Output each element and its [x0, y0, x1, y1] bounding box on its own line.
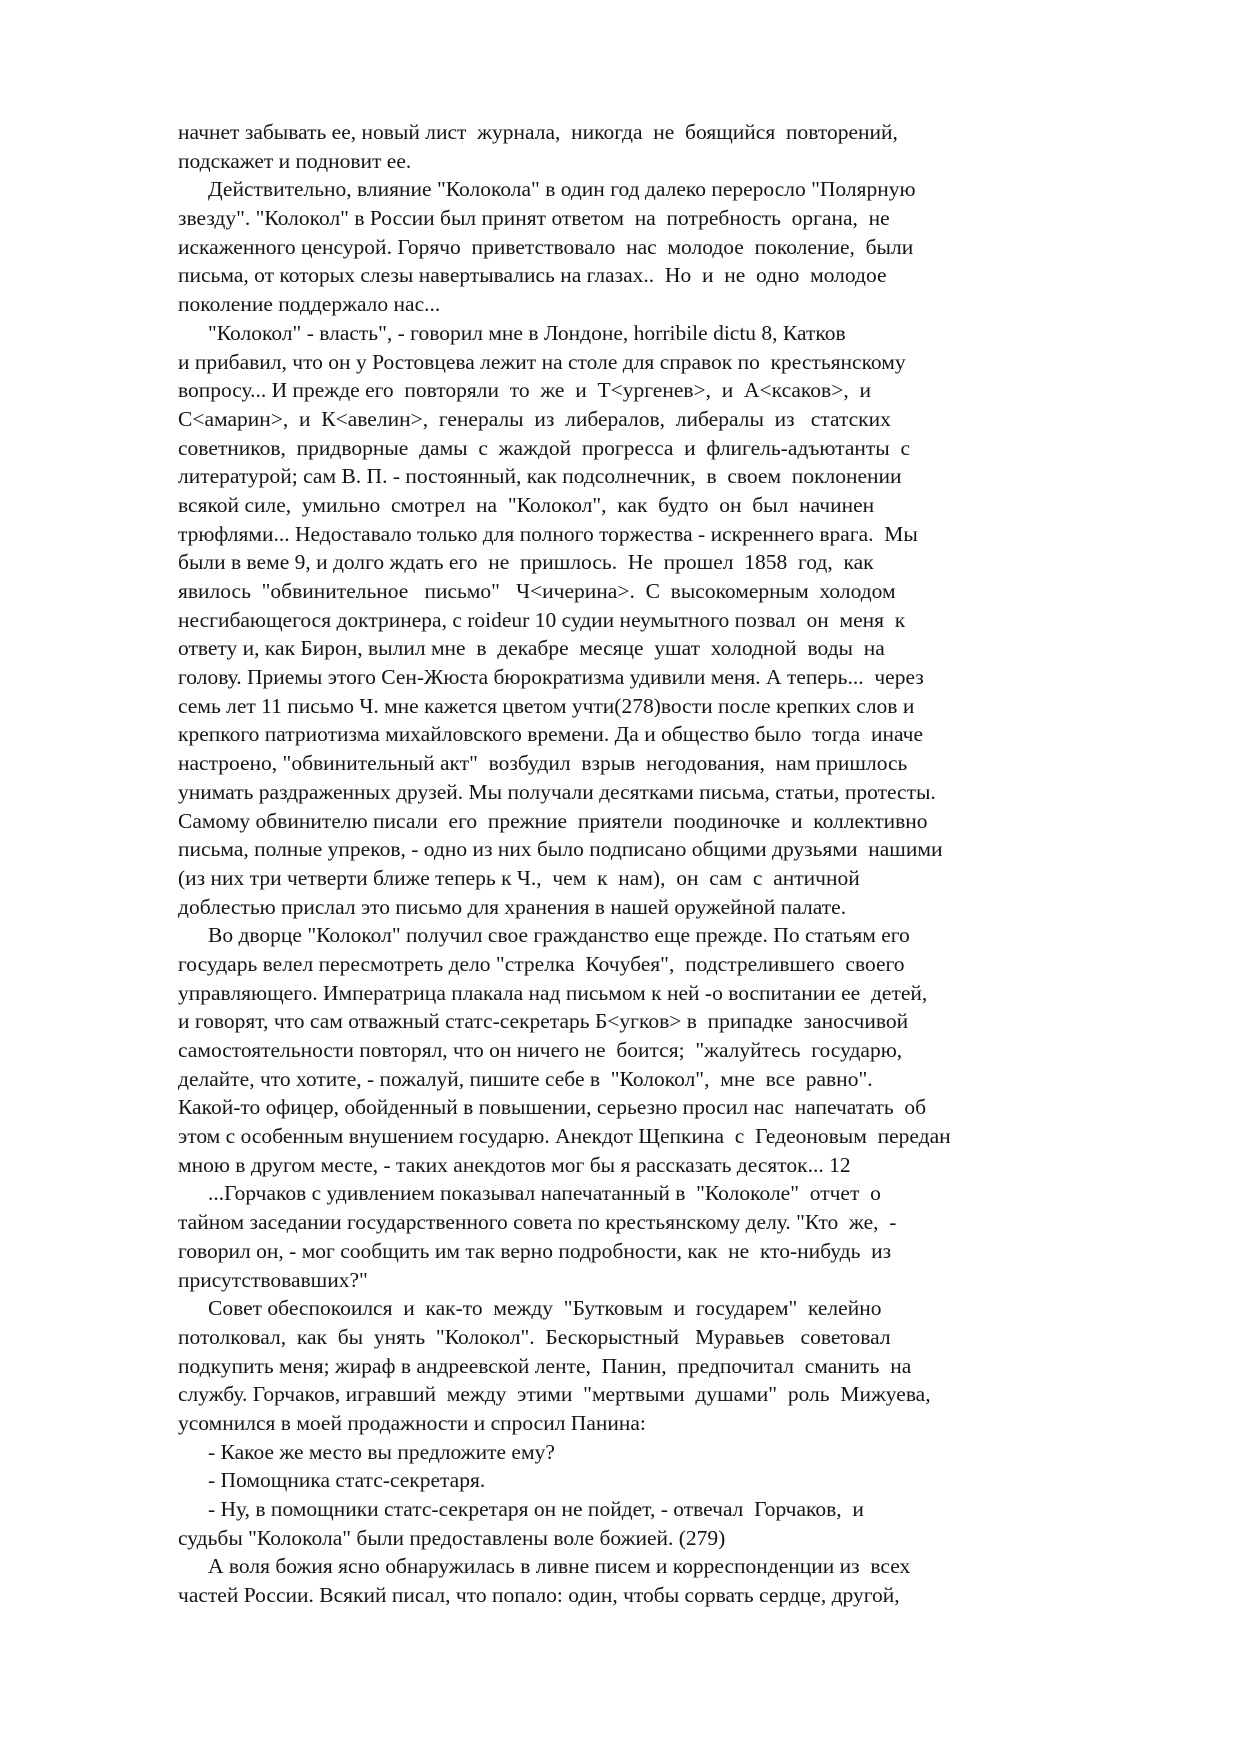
text-line: потолковал, как бы унять "Колокол". Бескорыстный Муравьев советовал [178, 1324, 891, 1349]
paragraph-first-line: - Ну, в помощники статс-секретаря он не пойдет, - отвечал Горчаков, и [208, 1497, 864, 1521]
text-line: начнет забывать ее, новый лист журнала, никогда не боящийся повторений, [178, 120, 898, 144]
text-line: С<амарин>, и К<авелин>, генералы из либералов, либералы из статских [178, 406, 891, 431]
paragraph-first-line: Действительно, влияние "Колокола" в один год далеко переросло "Полярную [208, 177, 916, 202]
paragraph-first-line: ...Горчаков с удивлением показывал напечатанный в "Колоколе" отчет о [208, 1181, 881, 1206]
text-line: Самому обвинителю писали его прежние приятели поодиночке и коллективно [178, 808, 928, 833]
text-line: несгибающегося доктринера, с roideur 10 судии неумытного позвал он меня к [178, 607, 906, 632]
text-line: крепкого патриотизма михайловского времени. Да и общество было тогда иначе [178, 722, 923, 747]
text-line: судьбы "Колокола" были предоставлены воле божией. (279) [178, 1525, 726, 1550]
text-line: управляющего. Императрица плакала над письмом к ней -о воспитании ее детей, [178, 980, 928, 1005]
text-line: мною в другом месте, - таких анекдотов мог бы я рассказать десяток... 12 [178, 1152, 851, 1177]
text-line: делайте, что хотите, - пожалуй, пишите себе в "Колокол", мне все равно". [178, 1066, 873, 1091]
text-line: вопросу... И прежде его повторяли то же и Т<ургенев>, и А<ксаков>, и [178, 378, 871, 403]
text-line: подскажет и подновит ее. [178, 148, 412, 173]
text-line: присутствовавших?" [178, 1267, 368, 1292]
paragraph-first-line: А воля божия ясно обнаружилась в ливне писем и корреспонденции из всех [208, 1554, 911, 1579]
text-line: искаженного ценсурой. Горячо приветствовало нас молодое поколение, были [178, 234, 914, 259]
paragraph-first-line: "Колокол" - власть", - говорил мне в Лондоне, horribile dictu 8, Катков [208, 320, 846, 345]
text-line: были в веме 9, и долго ждать его не пришлось. Не прошел 1858 год, как [178, 550, 874, 575]
paragraph-first-line: Во дворце "Колокол" получил свое гражданство еще прежде. По статьям его [208, 923, 910, 948]
text-line: письма, от которых слезы навертывались на глазах.. Но и не одно молодое [178, 263, 887, 288]
text-line: всякой силе, умильно смотрел на "Колокол", как будто он был начинен [178, 492, 875, 517]
text-line: государь велел пересмотреть дело "стрелка Кочубея", подстрелившего своего [178, 951, 905, 976]
text-line: тайном заседании государственного совета по крестьянскому делу. "Кто же, - [178, 1210, 897, 1235]
text-line: ответу и, как Бирон, вылил мне в декабре месяце ушат холодной воды на [178, 636, 885, 661]
document-page [178, 118, 1098, 1610]
text-line: самостоятельности повторял, что он ничего не боится; "жалуйтесь государю, [178, 1038, 903, 1062]
text-line: литературой; сам В. П. - постоянный, как подсолнечник, в своем поклонении [178, 464, 902, 489]
text-line: Какой-то офицер, обойденный в повышении, серьезно просил нас напечатать об [178, 1095, 927, 1120]
text-line: доблестью прислал это письмо для хранения в нашей оружейной палате. [178, 894, 847, 919]
text-line: письма, полные упреков, - одно из них было подписано общими друзьями нашими [178, 837, 943, 862]
paragraph-first-line: - Какое же место вы предложите ему? [208, 1439, 555, 1464]
text-line: подкупить меня; жираф в андреевской ленте, Панин, предпочитал сманить на [178, 1353, 912, 1378]
text-line: этом с особенным внушением государю. Анекдот Щепкина с Гедеоновым передан [178, 1124, 951, 1149]
text-line: звезду". "Колокол" в России был принят ответом на потребность органа, не [178, 206, 890, 231]
text-line: говорил он, - мог сообщить им так верно подробности, как не кто-нибудь из [178, 1238, 892, 1263]
text-line: голову. Приемы этого Сен-Жюста бюрократизма удивили меня. А теперь... через [178, 665, 924, 690]
text-line: советников, придворные дамы с жаждой прогресса и флигель-адъютанты с [178, 435, 911, 460]
text-line: поколение поддержало нас... [178, 292, 441, 317]
text-line: частей России. Всякий писал, что попало: один, чтобы сорвать сердце, другой, [178, 1583, 900, 1608]
text-line: семь лет 11 письмо Ч. мне кажется цветом учти(278)вости после крепких слов и [178, 693, 915, 718]
text-line: унимать раздраженных друзей. Мы получали десятками письма, статьи, протесты. [178, 779, 936, 804]
paragraph-first-line: - Помощника статс-секретаря. [208, 1468, 486, 1493]
text-line: трюфлями... Недоставало только для полного торжества - искреннего врага. Мы [178, 521, 918, 546]
text-line: (из них три четверти ближе теперь к Ч., чем к нам), он сам с античной [178, 865, 860, 890]
text-line: явилось "обвинительное письмо" Ч<ичерина>. С высокомерным холодом [178, 579, 896, 603]
text-line: службу. Горчаков, игравший между этими "мертвыми душами" роль Мижуева, [178, 1382, 931, 1407]
paragraph-first-line: Совет обеспокоился и как-то между "Бутковым и государем" келейно [208, 1296, 882, 1321]
text-line: и прибавил, что он у Ростовцева лежит на столе для справок по крестьянскому [178, 349, 906, 374]
text-line: и говорят, что сам отважный статс-секретарь Б<угков> в припадке заносчивой [178, 1009, 909, 1034]
text-line: настроено, "обвинительный акт" возбудил взрыв негодования, нам пришлось [178, 751, 908, 776]
text-line: усомнился в моей продажности и спросил Панина: [178, 1410, 646, 1435]
